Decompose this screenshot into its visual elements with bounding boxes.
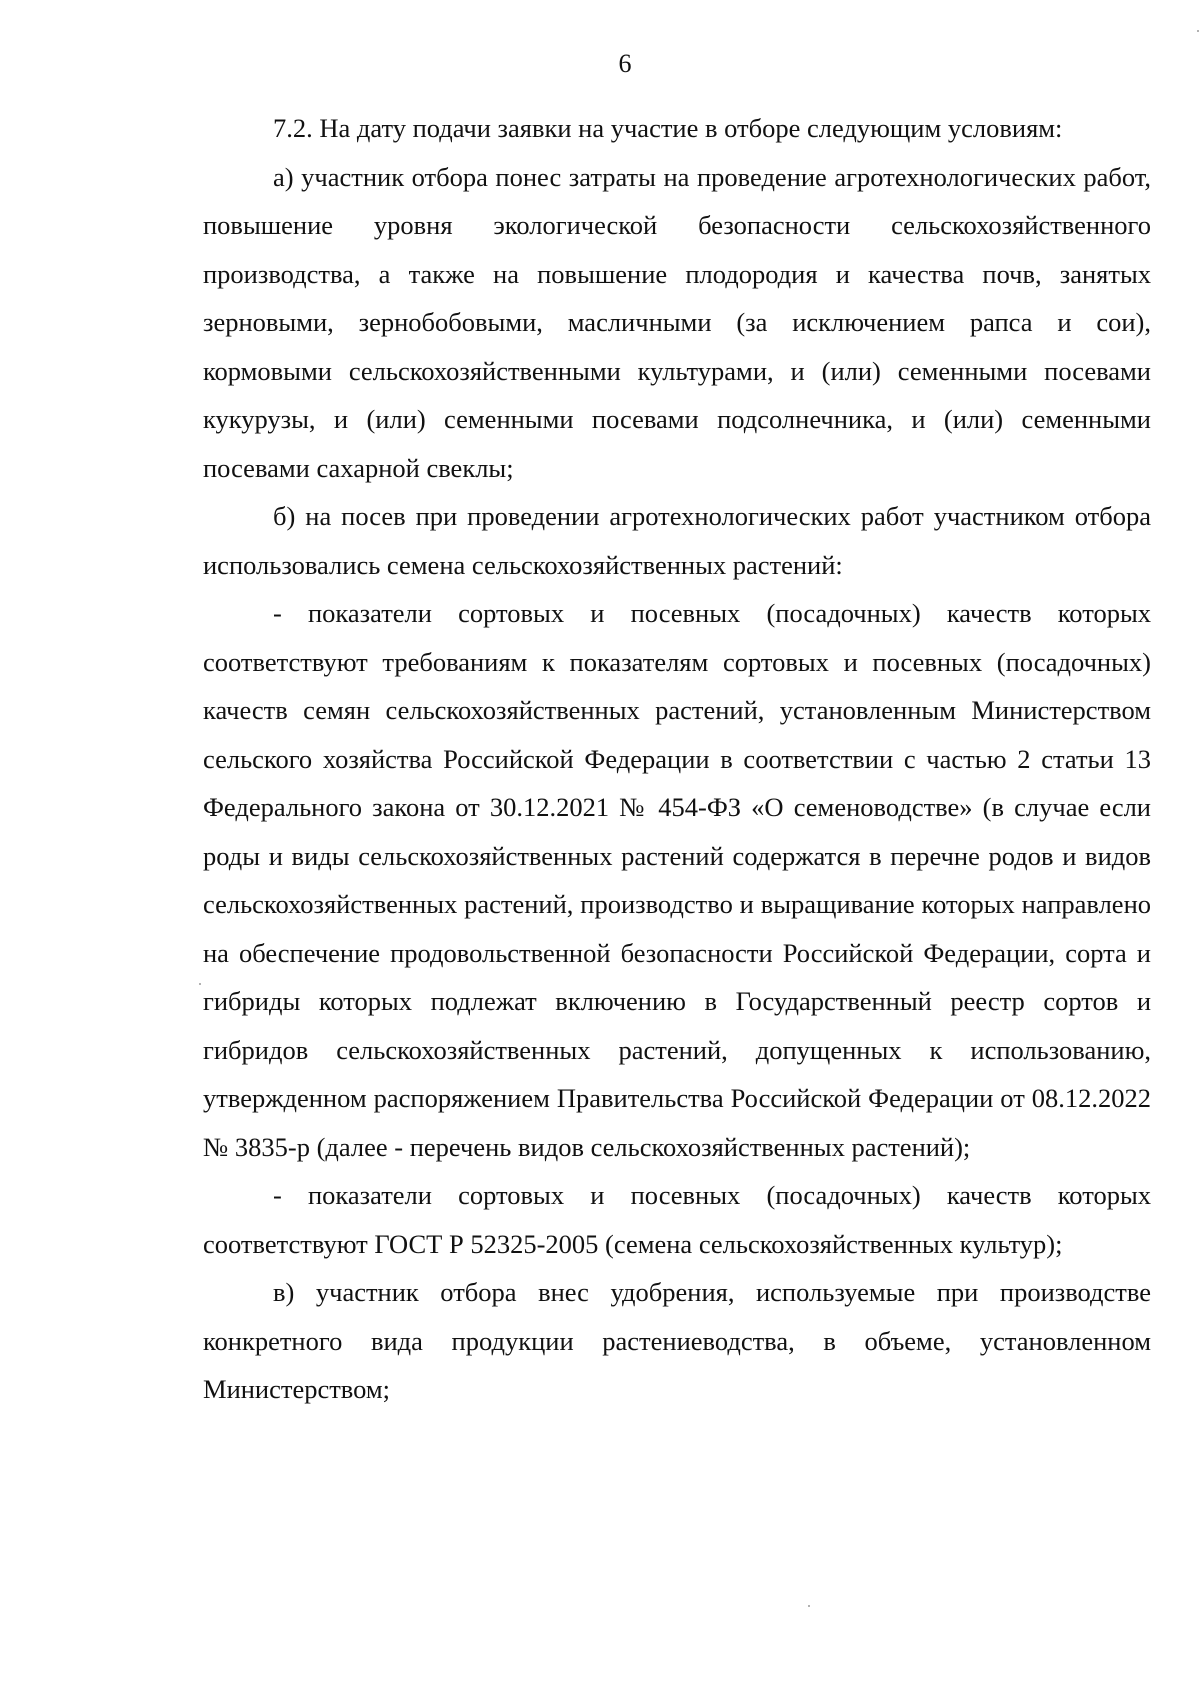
paragraph-b: б) на посев при проведении агротехнологических работ участником отбора использовались семена сельскохозяйственных растений: xyxy=(203,501,1151,580)
scan-dot xyxy=(808,1605,810,1607)
document-body xyxy=(203,104,1151,1414)
paragraph-b-item-2: - показатели сортовых и посевных (посадочных) качеств которых соответствуют ГОСТ Р 52325-2005 (семена сельскохозяйственных культур); xyxy=(203,1180,1151,1259)
page-number: 6 xyxy=(618,49,632,78)
paragraph-a: а) участник отбора понес затраты на проведение агротехнологических работ, повышение уровня экологической безопасности сельскохозяйственного производства, а также на повышение плодородия и качества почв, занятых зерновыми, зернобобовыми, масличными (за исключением рапса и сои), кормовыми сельскохозяйственными культурами, и (или) семенными посевами кукурузы, и (или) семенными посевами подсолнечника, и (или) семенными посевами сахарной свеклы; xyxy=(203,161,1151,483)
paragraph-b-item-1: - показатели сортовых и посевных (посадочных) качеств которых соответствуют требованиям к показателям сортовых и посевных (посадочных) качеств семян сельскохозяйственных растений, установленным Министерством сельского хозяйства Российской Федерации в соответствии с частью 2 статьи 13 Федерального закона от 30.12.2021 № 454-ФЗ «О семеноводстве» (в случае если роды и виды сельскохозяйственных растений содержатся в перечне родов и видов сельскохозяйственных растений, производство и выращивание которых направлено на обеспечение продовольственной безопасности Российской Федерации, сорта и гибриды которых подлежат включению в Государственный реестр сортов и гибридов сельскохозяйственных растений, допущенных к использованию, утвержденном распоряжением Правительства Российской Федерации от 08.12.2022 № 3835-р (далее - перечень видов сельскохозяйственных растений); xyxy=(203,598,1151,1162)
scan-dot xyxy=(1197,30,1199,32)
scan-dot xyxy=(199,983,201,985)
paragraph-7-2: 7.2. На дату подачи заявки на участие в отборе следующим условиям: xyxy=(273,113,1063,143)
paragraph-v: в) участник отбора внес удобрения, используемые при производстве конкретного вида продукции растениеводства, в объеме, установленном Министерством; xyxy=(203,1277,1151,1404)
